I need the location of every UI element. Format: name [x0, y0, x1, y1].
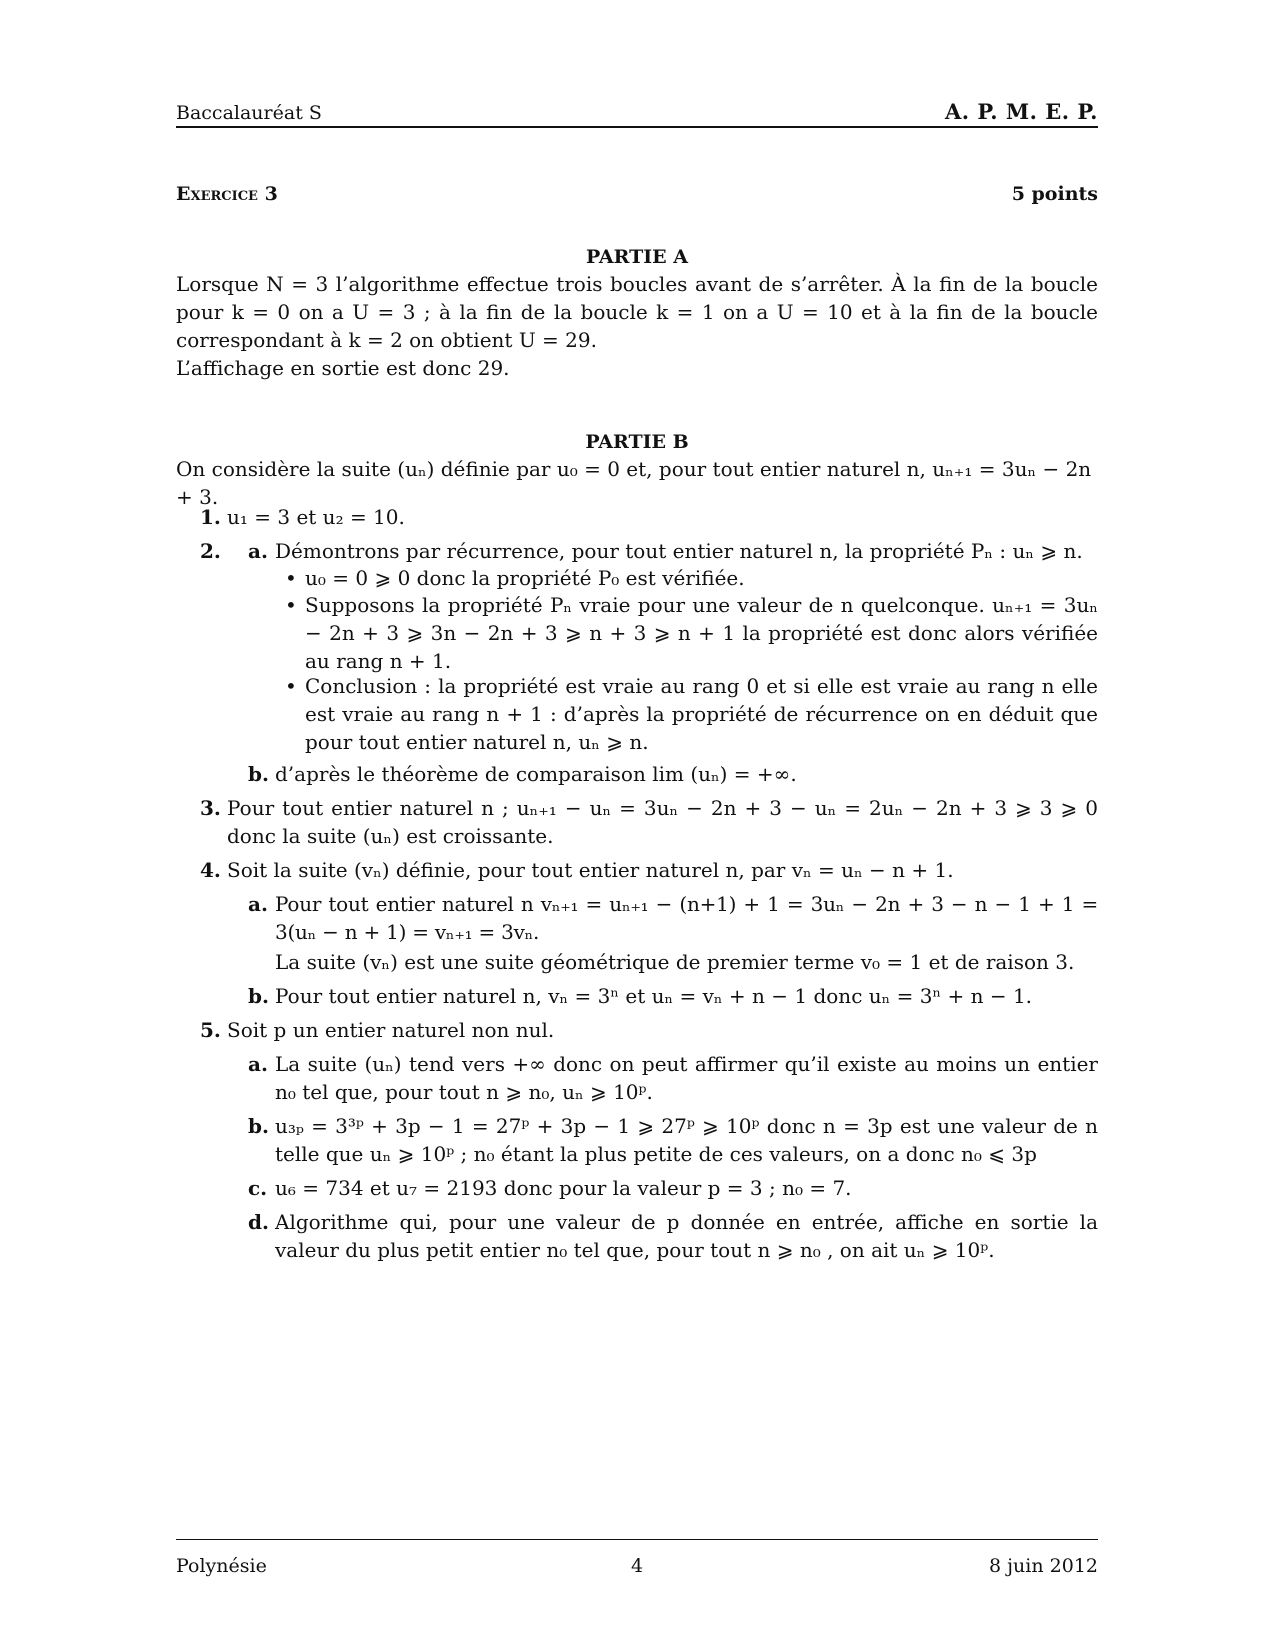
q5-d-label: d. — [248, 1210, 269, 1234]
q4-a-text2: La suite (vₙ) est une suite géométrique de premier terme v₀ = 1 et de raison 3. — [275, 950, 1075, 974]
footer-left: Polynésie — [176, 1555, 267, 1577]
q2-b-text: d’après le théorème de comparaison lim (uₙ) = +∞. — [275, 762, 797, 786]
bullet-dot: • — [285, 566, 297, 590]
bullet-dot: • — [285, 593, 297, 617]
part-a — [176, 243, 1098, 382]
page-number: 4 — [630, 1555, 644, 1577]
q5-a-label: a. — [248, 1052, 268, 1076]
footer-date: 8 juin 2012 — [989, 1555, 1098, 1577]
q4-b-label: b. — [248, 984, 269, 1008]
q5-text: Soit p un entier naturel non nul. — [227, 1018, 555, 1042]
part-b-title: PARTIE B — [585, 431, 689, 453]
q2-a-label: a. — [248, 539, 268, 563]
q2-number: 2. — [200, 539, 221, 563]
exercise-heading — [176, 183, 1098, 205]
q5-a-text: La suite (uₙ) tend vers +∞ donc on peut affirmer qu’il existe au moins un entier n₀ tel que, pour tout n ⩾ n₀, uₙ ⩾ 10ᵖ. — [275, 1052, 1098, 1104]
q2-bullet-2: Supposons la propriété Pₙ vraie pour une valeur de n quelconque. uₙ₊₁ = 3uₙ − 2n + 3 ⩾ 3n − 2n + 3 ⩾ n + 3 ⩾ n + 1 la propriété est donc alors vérifiée au rang n + 1. — [305, 593, 1098, 673]
q4-b-text: Pour tout entier naturel n, vₙ = 3ⁿ et uₙ = vₙ + n − 1 donc uₙ = 3ⁿ + n − 1. — [275, 984, 1033, 1008]
q2-a-text: Démontrons par récurrence, pour tout entier naturel n, la propriété Pₙ : uₙ ⩾ n. — [275, 539, 1083, 563]
q2-b-label: b. — [248, 762, 269, 786]
part-a-paragraph: Lorsque N = 3 l’algorithme effectue trois boucles avant de s’arrêter. À la fin de la boucle pour k = 0 on a U = 3 ; à la fin de la boucle k = 1 on a U = 10 et à la fin de la boucle correspondant à k = 2 on obtient U = 29. — [176, 272, 1098, 352]
part-a-title: PARTIE A — [586, 246, 688, 268]
q2-bullet-3: Conclusion : la propriété est vraie au rang 0 et si elle est vraie au rang n elle est vraie au rang n + 1 : d’après la propriété de récurrence on en déduit que pour tout entier naturel n, uₙ ⩾ n. — [305, 674, 1098, 754]
q3-number: 3. — [200, 796, 221, 820]
q5-c-label: c. — [248, 1176, 268, 1200]
q1-text: u₁ = 3 et u₂ = 10. — [227, 505, 405, 529]
q1-number: 1. — [200, 505, 221, 529]
q4-a-text: Pour tout entier naturel n vₙ₊₁ = uₙ₊₁ − (n+1) + 1 = 3uₙ − 2n + 3 − n − 1 + 1 = 3(uₙ − n + 1) = vₙ₊₁ = 3vₙ. — [275, 892, 1098, 944]
q3-text: Pour tout entier naturel n ; uₙ₊₁ − uₙ = 3uₙ − 2n + 3 − uₙ = 2uₙ − 2n + 3 ⩾ 3 ⩾ 0 donc la suite (uₙ) est croissante. — [227, 796, 1098, 848]
part-b-header — [176, 428, 1098, 511]
exercise-title: Exercice 3 — [176, 183, 278, 205]
page-footer — [176, 1539, 1098, 1580]
part-a-conclusion: L’affichage en sortie est donc 29. — [176, 356, 510, 380]
bullet-dot: • — [285, 674, 297, 698]
part-b-intro: On considère la suite (uₙ) définie par u₀ = 0 et, pour tout entier naturel n, uₙ₊₁ = 3uₙ − 2n + 3. — [176, 457, 1092, 509]
q5-b-text: u₃ₚ = 3³ᵖ + 3p − 1 = 27ᵖ + 3p − 1 ⩾ 27ᵖ ⩾ 10ᵖ donc n = 3p est une valeur de n telle que uₙ ⩾ 10ᵖ ; n₀ étant la plus petite de ces valeurs, on a donc n₀ ⩽ 3p — [275, 1114, 1098, 1166]
q5-d-text: Algorithme qui, pour une valeur de p donnée en entrée, affiche en sortie la valeur du plus petit entier n₀ tel que, pour tout n ⩾ n₀ , on ait uₙ ⩾ 10ᵖ. — [275, 1210, 1098, 1262]
q4-number: 4. — [200, 858, 221, 882]
q4-a-label: a. — [248, 892, 268, 916]
q4-text: Soit la suite (vₙ) définie, pour tout entier naturel n, par vₙ = uₙ − n + 1. — [227, 858, 954, 882]
exercise-points: 5 points — [1011, 183, 1098, 205]
q5-number: 5. — [200, 1018, 221, 1042]
page-header — [176, 98, 1098, 128]
header-left: Baccalauréat S — [176, 102, 322, 124]
header-right: A. P. M. E. P. — [945, 99, 1098, 124]
q5-b-label: b. — [248, 1114, 269, 1138]
q2-bullet-1: u₀ = 0 ⩾ 0 donc la propriété P₀ est vérifiée. — [305, 566, 745, 590]
q5-c-text: u₆ = 734 et u₇ = 2193 donc pour la valeur p = 3 ; n₀ = 7. — [275, 1176, 852, 1200]
